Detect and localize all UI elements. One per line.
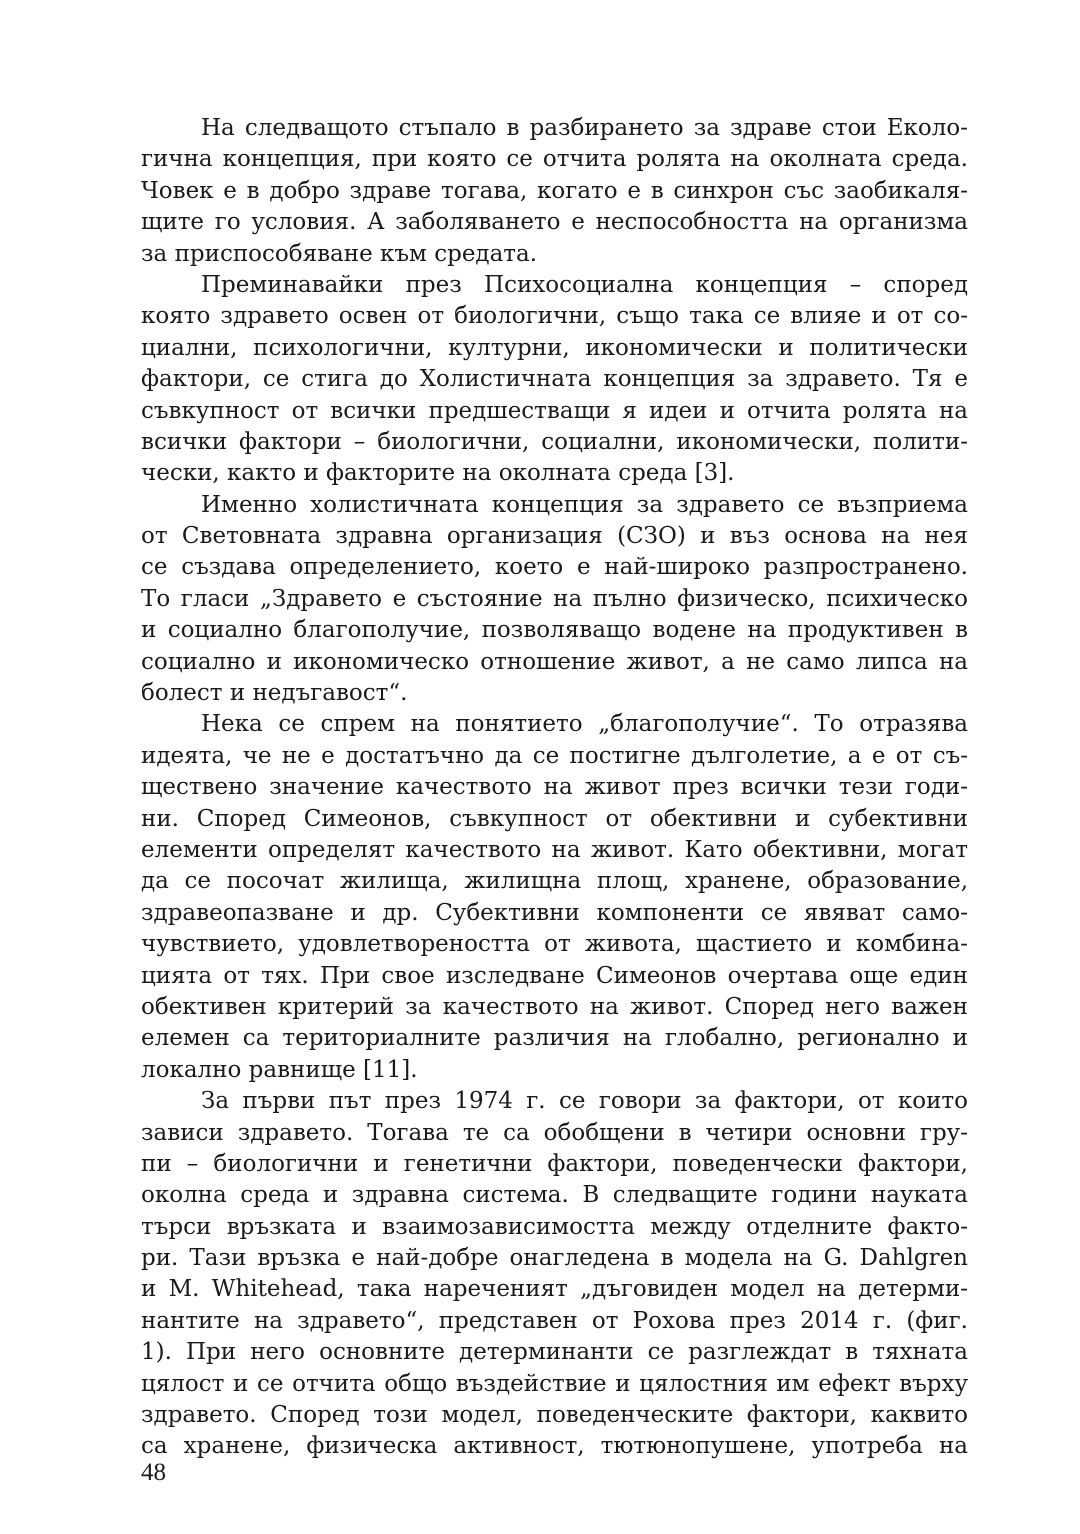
text-line: Човек е в добро здраве тогава, когато е в синхрон със заобикаля- (141, 177, 968, 204)
text-line: всички фактори – биологични, социални, икономически, полити- (141, 428, 968, 455)
text-line: съвкупност от всички предшестващи я идеи и отчита ролята на (141, 397, 968, 424)
text-line: елемен са териториалните различия на глобално, регионално и (141, 1025, 968, 1052)
paragraph (141, 113, 968, 270)
text-line: обективен критерий за качеството на живот. Според него важен (141, 993, 968, 1020)
text-line: ни. Според Симеонов, съвкупност от обективни и субективни (141, 805, 968, 832)
text-line: търси връзката и взаимозависимостта между отделните факто- (141, 1213, 968, 1240)
text-line: пи – биологични и генетични фактори, поведенчески фактори, (141, 1150, 968, 1177)
page-number: 48 (141, 1459, 166, 1486)
text-line: щите го условия. А заболяването е неспособността на организма (141, 209, 968, 236)
paragraph (141, 709, 968, 1086)
text-line: нантите на здравето“, представен от Рохова през 2014 г. (фиг. (141, 1307, 968, 1334)
text-line: за приспособяване към средата. (141, 240, 538, 267)
text-line: циални, психологични, културни, икономически и политически (141, 334, 968, 361)
text-line: 1). При него основните детерминанти се разглеждат в тяхната (141, 1339, 968, 1366)
text-line: То гласи „Здравето е състояние на пълно физическо, психическо (141, 585, 968, 612)
text-line: цията от тях. При свое изследване Симеонов очертава още един (141, 962, 968, 989)
text-line: ри. Тази връзка е най-добре онагледена в модела на G. Dahlgren (141, 1245, 968, 1272)
text-line: болест и недъгавост“. (141, 680, 408, 707)
body-text (141, 113, 968, 1463)
text-line: и социално благополучие, позволяващо водене на продуктивен в (141, 617, 968, 644)
paragraph (141, 1086, 968, 1463)
text-line: За първи път през 1974 г. се говори за фактори, от които (201, 1088, 968, 1115)
text-line: Преминавайки през Психосоциална концепция – според (201, 271, 968, 298)
text-line: социално и икономическо отношение живот, а не само липса на (141, 648, 968, 675)
text-line: околна среда и здравна система. В следващите години науката (141, 1182, 968, 1209)
paragraph (141, 270, 968, 490)
text-line: здравеопазване и др. Субективни компоненти се явяват само- (141, 899, 968, 926)
text-line: се създава определението, което е най-широко разпространено. (141, 554, 968, 581)
text-line: здравето. Според този модел, поведенческите фактори, каквито (141, 1402, 968, 1429)
text-line: цялост и се отчита общо въздействие и цялостния им ефект върху (141, 1370, 968, 1397)
text-line: гична концепция, при която се отчита ролята на околната среда. (141, 146, 968, 173)
text-line: зависи здравето. Тогава те са обобщени в четири основни гру- (141, 1119, 968, 1146)
text-line: елементи определят качеството на живот. Като обективни, могат (141, 836, 968, 863)
text-line: фактори, се стига до Холистичната концепция за здравето. Тя е (141, 366, 968, 393)
text-line: Именно холистичната концепция за здравето се възприема (201, 491, 968, 518)
text-line: ществено значение качеството на живот през всички тези годи- (141, 774, 968, 801)
text-line: локално равнище [11]. (141, 1056, 418, 1083)
text-line: идеята, че не е достатъчно да се постигне дълголетие, а е от съ- (141, 742, 968, 769)
text-line: чувствието, удовлетвореността от живота, щастието и комбина- (141, 931, 968, 958)
paragraph (141, 490, 968, 710)
text-line: Нека се спрем на понятието „благополучие“. То отразява (201, 711, 968, 738)
text-line: На следващото стъпало в разбирането за здраве стои Еколо- (201, 115, 968, 141)
text-line: която здравето освен от биологични, също така се влияе и от со- (141, 303, 968, 330)
text-line: са хранене, физическа активност, тютюнопушене, употреба на (141, 1433, 968, 1460)
text-line: чески, както и факторите на околната среда [3]. (141, 460, 735, 487)
text-line: да се посочат жилища, жилищна площ, хранене, образование, (141, 868, 968, 895)
text-line: и M. Whitehead, така нареченият „дъговиден модел на детерми- (141, 1276, 968, 1303)
text-line: от Световната здравна организация (СЗО) и въз основа на нея (141, 523, 968, 550)
